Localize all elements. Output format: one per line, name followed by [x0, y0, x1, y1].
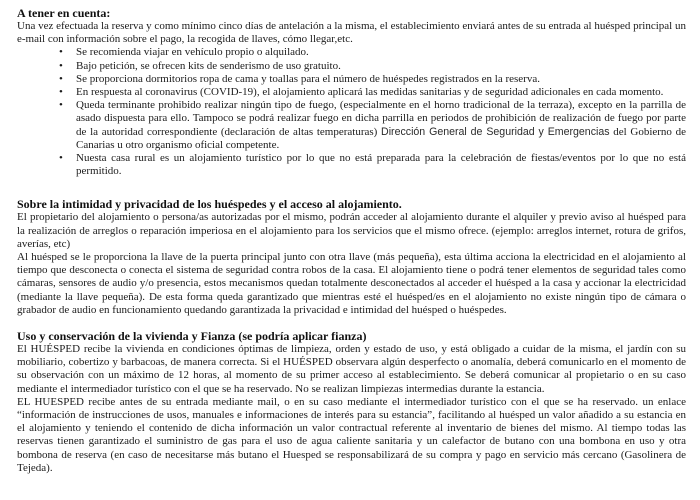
section-uso-conservacion-fianza	[17, 329, 686, 475]
paragraph-instrucciones-gas: EL HUESPED recibe antes de su entrada mediante mail, o en su caso mediante el intermediador turístico con el que se ha reservado. un enlace “información de instrucciones de usos, manuales e informaciones de interés para su estancia”, facilitando al huésped un valor añadido a su estancia en el alojamiento y teniendo el contenido de dicha información un valor contractual referente al inventario de bienes del mismo. Al tiempo todas las reservas tienen garantizado el suministro de gas para el uso de agua caliente sanitaria y un calefactor de butano con una bombona en uso y otra bombona de reserva (en caso de necesitarse más butano el Huesped se responsabilizará de su compra y pago en servicio más cercano (Gasolinera de Tejeda).	[17, 395, 686, 474]
bullet-item-kits-senderismo	[76, 60, 686, 73]
bullet-text: Bajo petición, se ofrecen kits de senderismo de uso gratuito.	[76, 59, 341, 72]
bullet-text: En respuesta al coronavirus (COVID-19), el alojamiento aplicará las medidas sanitarias y de seguridad adicionales en cada momento.	[76, 86, 664, 99]
bullet-item-vehiculo	[76, 46, 686, 59]
section-heading-uso-fianza: Uso y conservación de la vivienda y Fianza (se podría aplicar fianza)	[17, 329, 367, 344]
bullet-list	[17, 46, 686, 178]
paragraph-condiciones-vivienda: El HUÉSPED recibe la vivienda en condiciones óptimas de limpieza, orden y estado de uso, y está obligado a cuidar de la misma, el jardín con su mobiliario, cobertizo y barbacoas, de manera correcta. Si el HUÉSPED observara algún desperfecto o anomalía, deberá comunicarlo en el momento de su observación con un máximo de 12 horas, al momento de su primer acceso al establecimiento. Se deberá comunicar al propietario o en su caso mediante el intermediador turístico con el que se ha reservado. No se realizan limpiezas intermedias durante la estancia.	[17, 343, 686, 395]
bullet-text: Nuesta casa rural es un alojamiento turístico por lo que no está preparada para la celebración de fiestas/eventos por lo que no está permitido.	[76, 152, 686, 178]
bullet-text: Se proporciona dormitorios ropa de cama y toallas para el número de huéspedes registrados en la reserva.	[76, 72, 540, 85]
paragraph-acceso-propietario: El propietario del alojamiento o persona/as autorizadas por el mismo, podrán acceder al alojamiento durante el alquiler y previo aviso al huésped para la realización de arreglos o reparación imperiosa en el alojamiento para los servicios que el mismo ofrece. (ejemplo: arreglos internet, rotura de grifos, averías, etc)	[17, 211, 686, 250]
section-intimidad-privacidad	[17, 197, 686, 317]
section-heading-intimidad: Sobre la intimidad y privacidad de los huéspedes y el acceso al alojamiento.	[17, 197, 402, 212]
section-heading-a-tener-en-cuenta: A tener en cuenta:	[17, 6, 111, 20]
bullet-item-ropa-cama	[76, 73, 686, 86]
bullet-text: Queda terminante prohibido realizar ningún tipo de fuego, (especialmente en el horno tradicional de la terraza), excepto en la parrilla de asado dispuesta para ello. Tampoco se podrá realizar fuego en dicha parrilla en periodos de prohibición de realización de fuego por parte de la autoridad correspondiente (declaración de altas temperaturas)	[76, 99, 686, 138]
agency-name: Dirección General de Seguridad y Emergencias	[381, 125, 610, 138]
section-a-tener-en-cuenta	[17, 6, 686, 178]
bullet-item-covid	[76, 86, 686, 99]
bullet-item-prohibido-fuego	[76, 99, 686, 152]
bullet-item-no-fiestas	[76, 152, 686, 178]
paragraph-llaves-seguridad: Al huésped se le proporciona la llave de la puerta principal junto con otra llave (más pequeña), esta última acciona la electricidad en el alojamiento al tiempo que desconecta o conecta el sistema de seguridad contra robos de la casa. El alojamiento tiene o podrá tener elementos de seguridad tales como cámaras, sensores de audio y/o presencia, estos mecanismos quedan totalmente desconectados al acceder el huésped a la casa y accionar la electricidad (mediante la llave pequeña). De esta forma queda garantizado que mientras esté el huésped/es en el alojamiento no existe ningún tipo de cámara o grabador de audio en funcionamiento quedando garantizada la privacidad e intimidad del huésped o huéspedes.	[17, 251, 686, 316]
bullet-text: Se recomienda viajar en vehículo propio o alquilado.	[76, 46, 309, 59]
bullet-text: del Gobierno de Canarias u otro organismo oficial competente.	[76, 125, 687, 151]
intro-paragraph: Una vez efectuada la reserva y como mínimo cinco días de antelación a la misma, el establecimiento enviará antes de su entrada al huésped principal un e-mail con información sobre el pago, la recogida de llaves, cómo llegar,etc.	[17, 20, 686, 46]
